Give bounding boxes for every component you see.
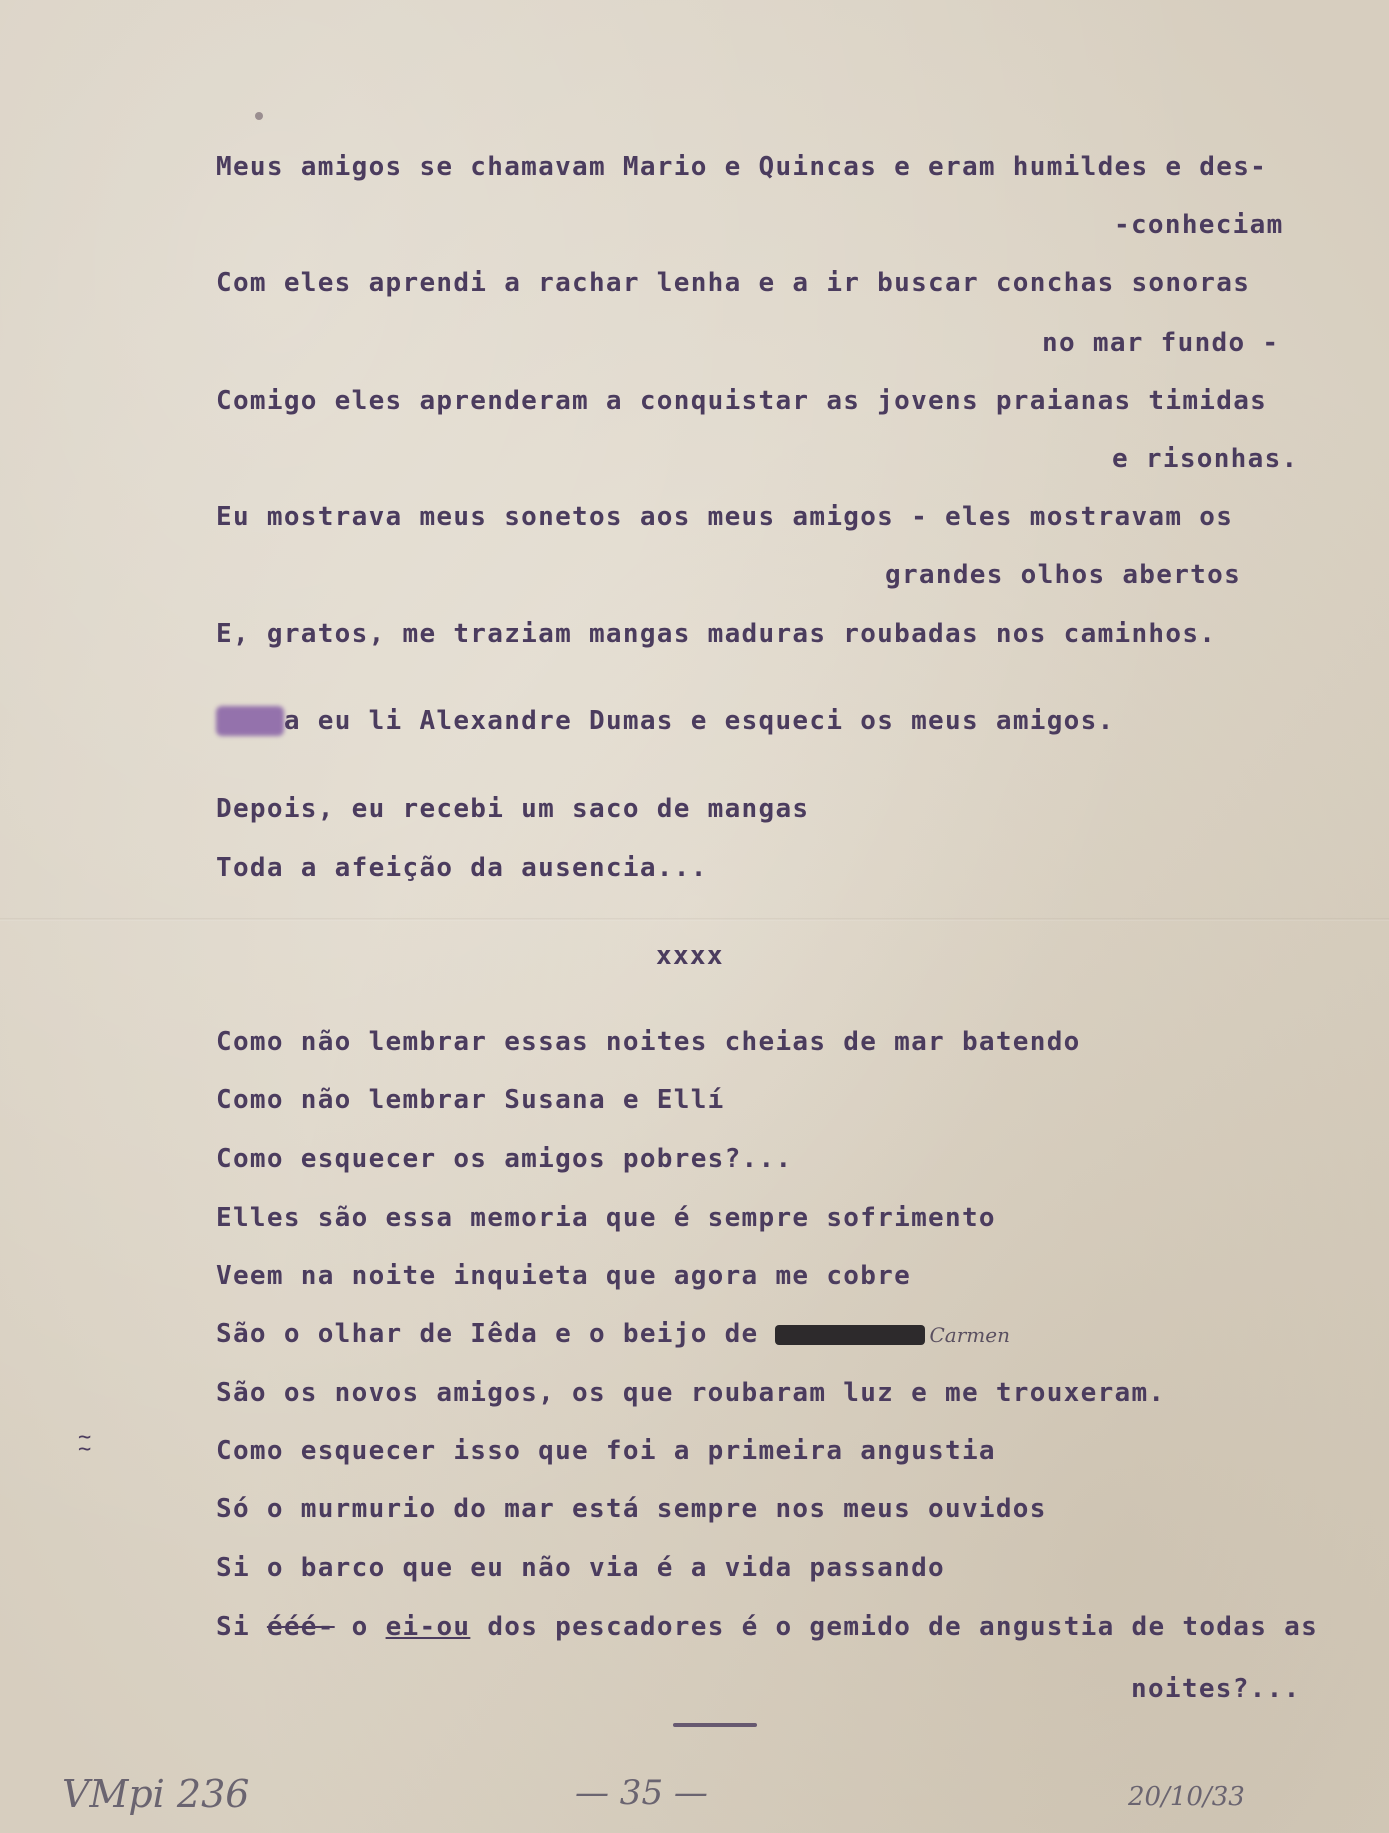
poem-line-14: Como não lembrar Susana e Ellí bbox=[216, 1085, 725, 1115]
poem-line-9: E, gratos, me traziam mangas maduras roubadas nos caminhos. bbox=[216, 619, 1217, 649]
poem-line-22: Si o barco que eu não via é a vida passando bbox=[216, 1553, 945, 1583]
poem-line-24: noites?... bbox=[1131, 1674, 1301, 1704]
poem-line-21: Só o murmurio do mar está sempre nos meus ouvidos bbox=[216, 1494, 1047, 1524]
underlined-text: ei-ou bbox=[385, 1612, 471, 1642]
ink-speck bbox=[255, 112, 263, 120]
poem-line-11: Depois, eu recebi um saco de mangas bbox=[216, 794, 810, 824]
poem-line-6: e risonhas. bbox=[1112, 444, 1299, 474]
margin-tilde-mark: ~ ~ bbox=[78, 1425, 92, 1462]
poem-line-1: Meus amigos se chamavam Mario e Quincas e eram humildes e des- bbox=[216, 152, 1268, 182]
poem-line-18-text: São o olhar de Iêda e o beijo de bbox=[216, 1319, 759, 1349]
poem-line-5: Comigo eles aprenderam a conquistar as jovens praianas timidas bbox=[216, 386, 1268, 416]
poem-line-16: Elles são essa memoria que é sempre sofrimento bbox=[216, 1203, 996, 1233]
poem-line-23-end: dos pescadores é o gemido de angustia de todas as bbox=[470, 1612, 1319, 1642]
paper-fold-line bbox=[0, 918, 1389, 921]
poem-line-17: Veem na noite inquieta que agora me cobre bbox=[216, 1261, 912, 1291]
handwritten-correction: Carmen bbox=[929, 1323, 1010, 1347]
poem-line-20: Como esquecer isso que foi a primeira angustia bbox=[216, 1436, 996, 1466]
poem-line-23-start: Si bbox=[216, 1612, 267, 1642]
archive-code: VMpi 236 bbox=[62, 1772, 250, 1816]
page-number: — 35 — bbox=[575, 1773, 708, 1813]
poem-line-18 bbox=[216, 1319, 1010, 1350]
poem-line-23-mid: o bbox=[334, 1612, 386, 1642]
poem-line-15: Como esquecer os amigos pobres?... bbox=[216, 1144, 793, 1174]
poem-line-23 bbox=[216, 1612, 1318, 1642]
poem-line-10 bbox=[216, 706, 1115, 736]
end-dash-mark bbox=[673, 1723, 757, 1727]
poem-line-8: grandes olhos abertos bbox=[885, 560, 1242, 590]
poem-line-10-text: a eu li Alexandre Dumas e esqueci os meus amigos. bbox=[283, 706, 1115, 736]
poem-line-19: São os novos amigos, os que roubaram luz e me trouxeram. bbox=[216, 1378, 1166, 1408]
poem-line-2: -conheciam bbox=[1114, 210, 1284, 240]
redaction-blackout bbox=[775, 1325, 925, 1345]
poem-line-7: Eu mostrava meus sonetos aos meus amigos - eles mostravam os bbox=[216, 502, 1234, 532]
poem-line-13: Como não lembrar essas noites cheias de mar batendo bbox=[216, 1027, 1081, 1057]
handwritten-date: 20/10/33 bbox=[1128, 1782, 1245, 1812]
struck-through-text: ééé- bbox=[266, 1612, 335, 1642]
poem-line-12: Toda a afeição da ausencia... bbox=[216, 853, 708, 883]
ink-smudge: Umdi bbox=[216, 706, 284, 736]
poem-line-4: no mar fundo - bbox=[1042, 328, 1280, 358]
section-separator: xxxx bbox=[656, 941, 724, 971]
poem-line-3: Com eles aprendi a rachar lenha e a ir buscar conchas sonoras bbox=[216, 268, 1251, 298]
